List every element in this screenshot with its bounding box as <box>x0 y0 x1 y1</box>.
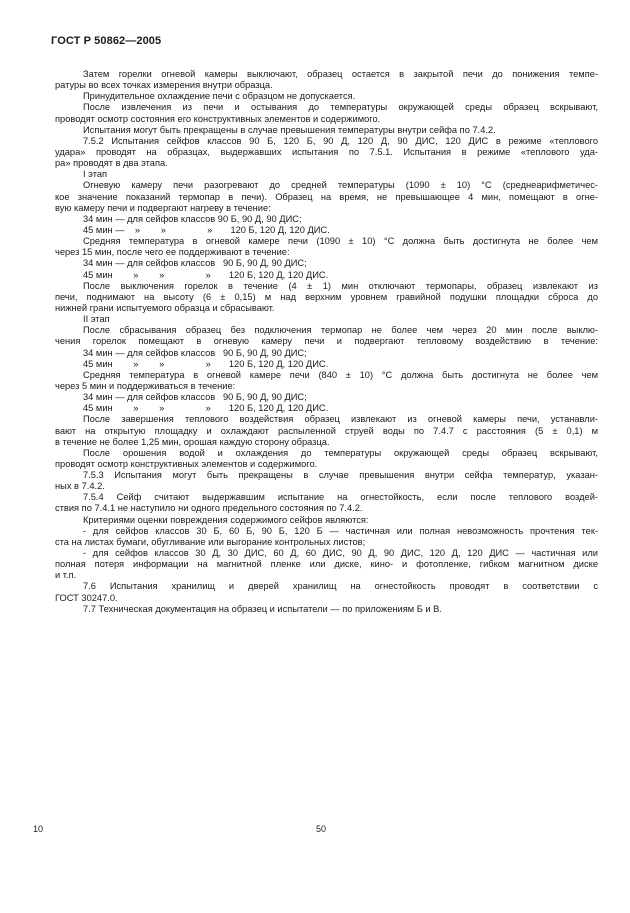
text-line: ствия по 7.4.1 не наступило ни одного предельного состояния по 7.4.2. <box>55 503 363 514</box>
text-line: 34 мин — для сейфов классов 90 Б, 90 Д, 90 ДИС; <box>83 347 307 358</box>
text-line: ратуры во всех точках измерения внутри образца. <box>55 80 273 91</box>
text-line: 45 мин » » » 120 Б, 120 Д, 120 ДИС. <box>83 269 329 280</box>
text-line: проводят осмотр конструктивных элементов и содержимого. <box>55 458 318 469</box>
text-line: вую камеру печи и подвергают нагреву в течение: <box>55 202 271 213</box>
text-line: После орошения водой и охлаждения до температуры окружающей среды образец вскрывают, <box>83 447 598 458</box>
text-line: 7.7 Техническая документация на образец и испытатели — по приложениям Б и В. <box>83 603 442 614</box>
text-line: 45 мин » » » 120 Б, 120 Д, 120 ДИС. <box>83 403 329 414</box>
text-line: 7.5.4 Сейф считают выдержавшим испытание на огнестойкость, если после теплового воздей- <box>83 492 598 503</box>
document-body <box>55 69 598 615</box>
text-line: 34 мин — для сейфов классов 90 Б, 90 Д, 90 ДИС; <box>83 392 307 403</box>
text-line: 7.5.3 Испытания могут быть прекращены в случае превышения внутри сейфа температур, указан- <box>83 470 598 481</box>
text-line: 7.5.2 Испытания сейфов классов 90 Б, 120 Б, 90 Д, 120 Д, 90 ДИС, 120 ДИС в режиме «теплового <box>83 135 598 146</box>
footer-page-number-center: 50 <box>316 824 327 834</box>
page-header-title: ГОСТ Р 50862—2005 <box>51 35 162 47</box>
text-line: 45 мин » » » 120 Б, 120 Д, 120 ДИС. <box>83 358 329 369</box>
text-line: После завершения теплового воздействия образец извлекают из огневой камеры печи, устанавли- <box>83 414 598 425</box>
text-line: кое значение показаний термопар в печи). Образец на время, не превышающее 4 мин, помещают в огне- <box>55 191 598 202</box>
text-line: - для сейфов классов 30 Д, 30 ДИС, 60 Д, 60 ДИС, 90 Д, 90 ДИС, 120 Д, 120 ДИС — частичная или <box>83 548 598 559</box>
text-line: ста на листах бумаги, обугливание или выгорание контрольных листов; <box>55 536 366 547</box>
text-line: После сбрасывания образец без подключения термопар не более чем через 20 мин после выклю- <box>83 325 598 336</box>
text-line: 45 мин — » » » 120 Б, 120 Д, 120 ДИС. <box>83 224 330 235</box>
text-line: печи, поднимают на высоту (6 ± 0,15) м над верхним уровнем гравийной подушки площадки сброса до <box>55 291 598 302</box>
text-line: 7.6 Испытания хранилищ и дверей хранилищ на огнестойкость проводят в соответствии с <box>83 581 598 592</box>
text-line: удара» проводят на образцах, выдержавших испытания по 7.5.1. Испытания в режиме «теплового уда- <box>55 146 598 157</box>
text-line: Огневую камеру печи разогревают до средней температуры (1090 ± 10) °С (среднеарифметичес- <box>83 180 598 191</box>
text-line: Испытания могут быть прекращены в случае превышения температуры внутри сейфа по 7.4.2. <box>83 124 496 135</box>
text-line: в течение не более 1,25 мин, орошая каждую сторону образца. <box>55 436 330 447</box>
text-line: Затем горелки огневой камеры выключают, образец остается в закрытой печи до понижения темпе- <box>83 69 598 79</box>
text-line: проводят осмотр состояния его конструктивных элементов и содержимого. <box>55 113 381 124</box>
text-line: Средняя температура в огневой камере печи (840 ± 10) °С должна быть достигнута не более чем <box>83 369 598 380</box>
text-line: через 15 мин, после чего ее поддерживают в течение: <box>55 247 290 258</box>
text-line: и т.п. <box>55 570 77 581</box>
text-line: 34 мин — для сейфов классов 90 Б, 90 Д, 90 ДИС; <box>83 213 302 224</box>
footer-page-number-left: 10 <box>33 824 44 834</box>
text-line: Критериями оценки повреждения содержимого сейфов являются: <box>83 514 369 525</box>
text-line: После выключения горелок в течение (4 ± 1) мин отключают термопары, образец извлекают из <box>83 280 598 291</box>
text-line: ГОСТ 30247.0. <box>55 592 118 603</box>
text-line: После извлечения из печи и остывания до температуры окружающей среды образец вскрывают, <box>83 102 598 113</box>
text-line: 34 мин — для сейфов классов 90 Б, 90 Д, 90 ДИС; <box>83 258 307 269</box>
text-line: через 5 мин и поддерживаться в течение: <box>55 380 236 391</box>
text-line: нижней грани испытуемого образца и сбрасывают. <box>55 302 275 313</box>
text-line: II этап <box>83 314 110 325</box>
text-line: чения горелок помещают в огневую камеру печи и подвергают тепловому воздействию в течение: <box>55 336 598 347</box>
text-line: вают на открытую площадку и охлаждают распыленной струей воды по 7.4.7 с расстояния (5 ± 0,1) м <box>55 425 598 436</box>
text-line: ра» проводят в два этапа. <box>55 158 168 169</box>
text-line: - для сейфов классов 30 Б, 60 Б, 90 Б, 120 Б — частичная или полная невозможность прочтения тек- <box>83 525 598 536</box>
text-line: Принудительное охлаждение печи с образцом не допускается. <box>83 91 356 102</box>
text-line: полная потеря информации на магнитной пленке или диске, кино- и фотопленке, гибком магнитном диске <box>55 559 598 570</box>
text-line: I этап <box>83 169 108 180</box>
text-line: ных в 7.4.2. <box>55 481 105 492</box>
text-line: Средняя температура в огневой камере печи (1090 ± 10) °С должна быть достигнута не более чем <box>83 236 598 247</box>
